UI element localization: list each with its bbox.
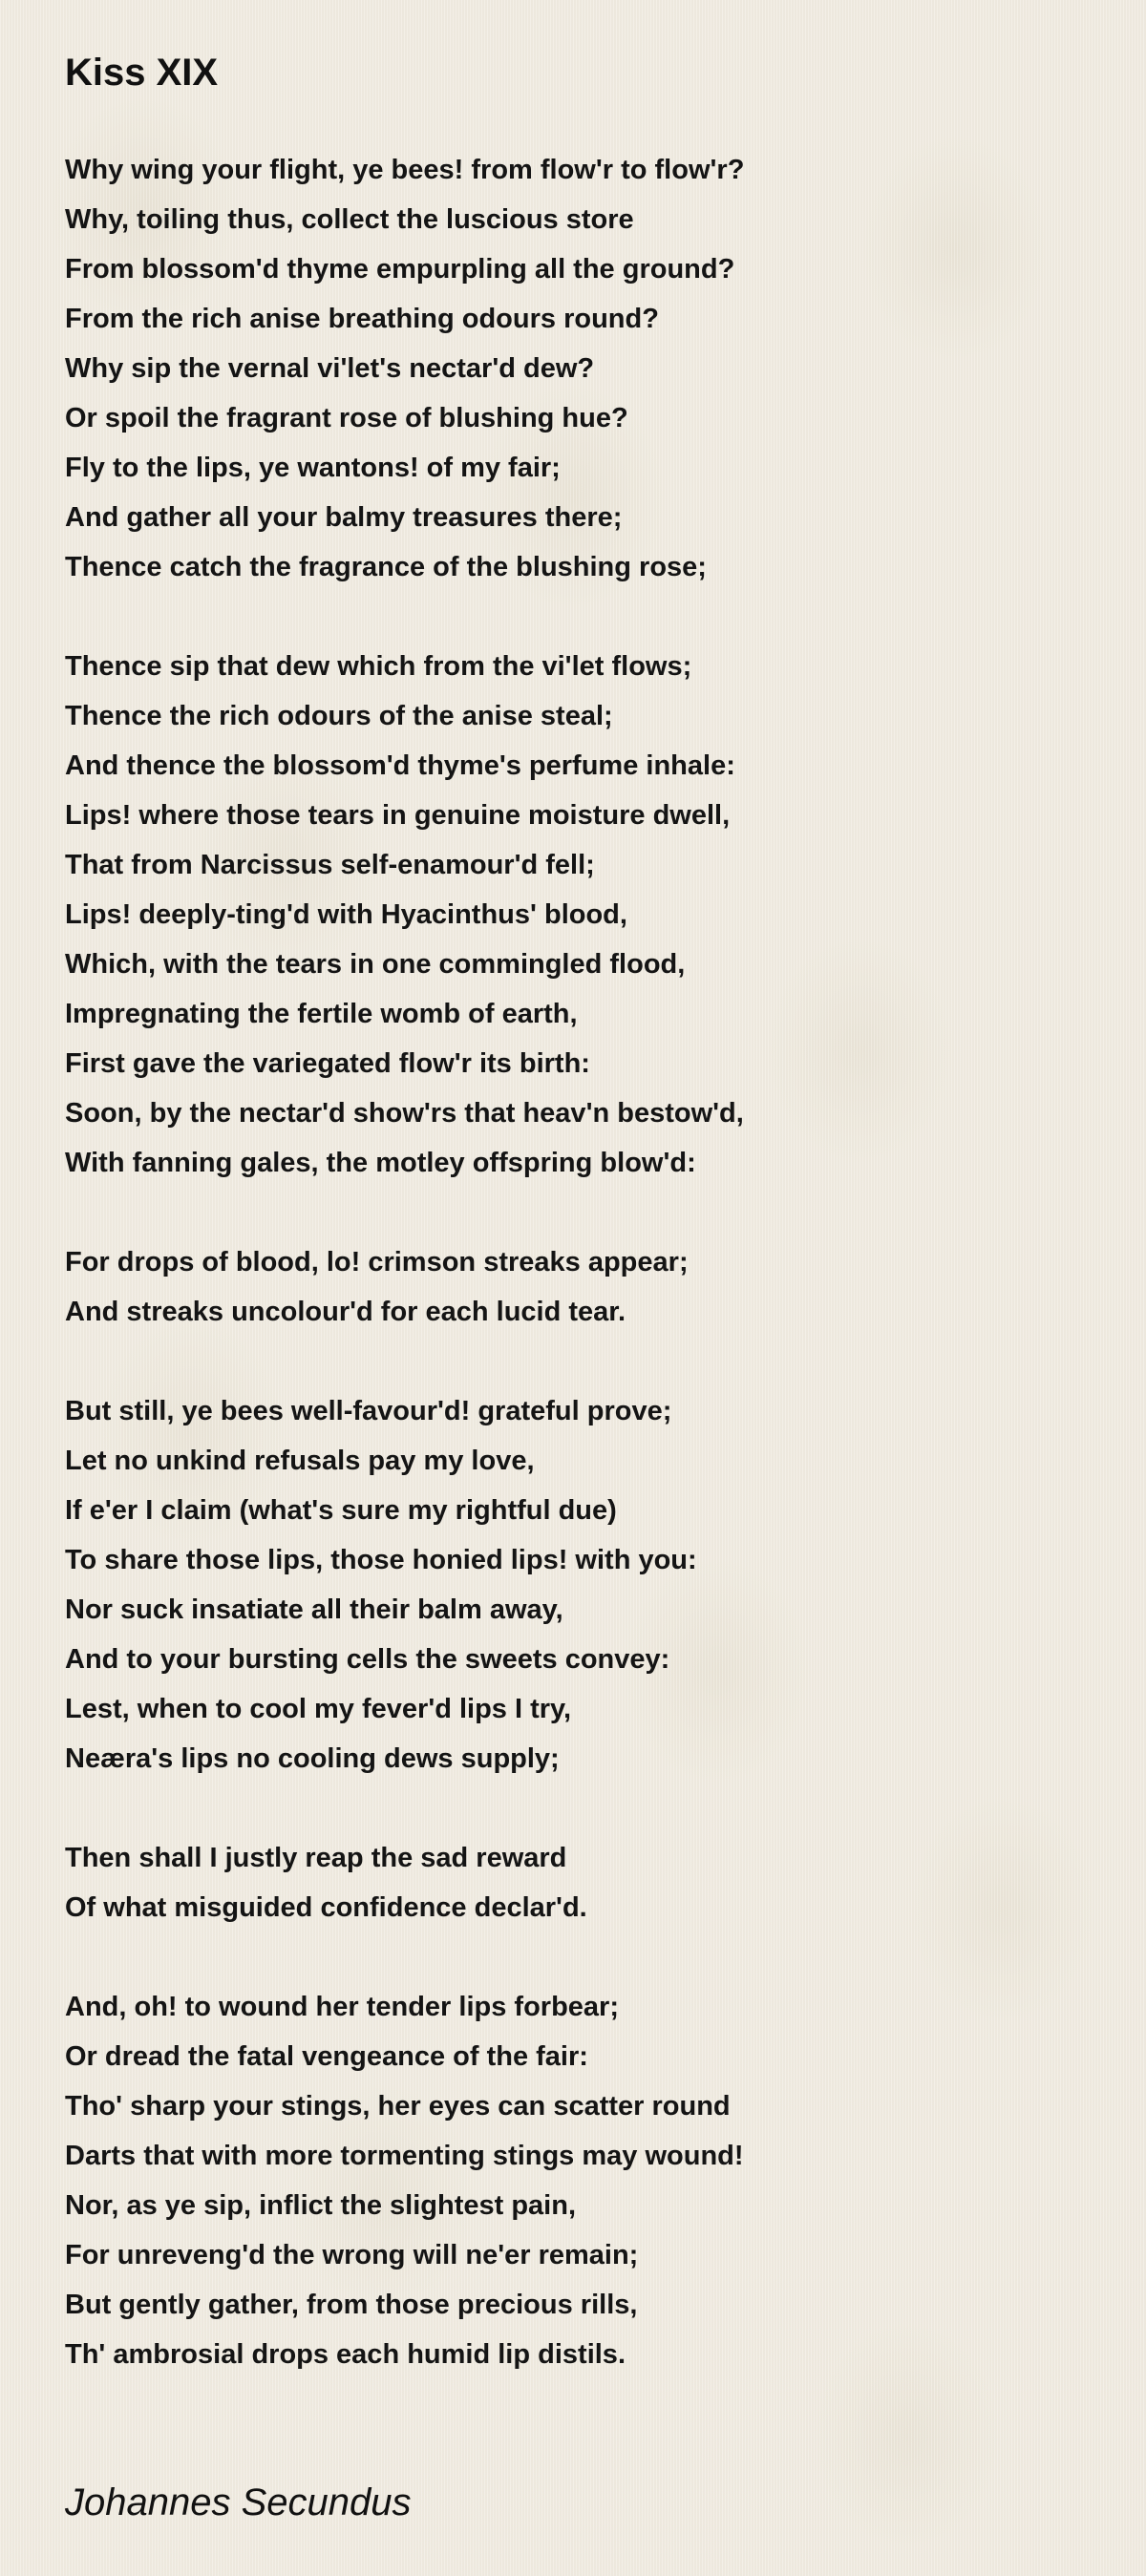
poem-line: Thence sip that dew which from the vi'let flows;: [65, 651, 692, 682]
poem-stanza: [65, 642, 1081, 1188]
poem-author: Johannes Secundus: [65, 2481, 412, 2523]
poem-line: Or spoil the fragrant rose of blushing hue?: [65, 403, 628, 433]
poem-stanza: [65, 145, 1081, 592]
poem-line: Why sip the vernal vi'let's nectar'd dew?: [65, 353, 595, 384]
poem-line: To share those lips, those honied lips! with you:: [65, 1545, 697, 1575]
poem-line: From the rich anise breathing odours round?: [65, 304, 659, 334]
poem-line: Impregnating the fertile womb of earth,: [65, 999, 578, 1029]
poem-line: Why, toiling thus, collect the luscious store: [65, 204, 634, 235]
poem-stanza: [65, 1386, 1081, 1784]
poem-line: Lips! where those tears in genuine moisture dwell,: [65, 800, 731, 831]
poem-line: Soon, by the nectar'd show'rs that heav'n bestow'd,: [65, 1098, 744, 1129]
poem-line: And gather all your balmy treasures there;: [65, 502, 623, 533]
poem-line: And to your bursting cells the sweets convey:: [65, 1644, 670, 1675]
poem-line: Lest, when to cool my fever'd lips I try,: [65, 1694, 572, 1724]
poem-line: If e'er I claim (what's sure my rightful due): [65, 1495, 617, 1526]
poem-body: [65, 145, 1081, 2379]
poem-line: First gave the variegated flow'r its birth:: [65, 1048, 590, 1079]
poem-line: Th' ambrosial drops each humid lip distils.: [65, 2339, 626, 2370]
poem-line: With fanning gales, the motley offspring blow'd:: [65, 1148, 696, 1178]
poem-line: Nor suck insatiate all their balm away,: [65, 1594, 563, 1625]
poem-line: Thence catch the fragrance of the blushing rose;: [65, 552, 707, 582]
poem-line: And streaks uncolour'd for each lucid tear.: [65, 1297, 626, 1327]
poem-line: Fly to the lips, ye wantons! of my fair;: [65, 453, 561, 483]
poem-line: But still, ye bees well-favour'd! grateful prove;: [65, 1396, 672, 1426]
poem-line: Lips! deeply-ting'd with Hyacinthus' blood,: [65, 899, 627, 930]
poem-line: Nor, as ye sip, inflict the slightest pain,: [65, 2190, 577, 2221]
poem-title: Kiss XIX: [65, 52, 219, 94]
poem-line: Which, with the tears in one commingled flood,: [65, 949, 686, 980]
poem-line: Darts that with more tormenting stings may wound!: [65, 2141, 744, 2171]
poem-stanza: [65, 1237, 1081, 1337]
poem-line: Of what misguided confidence declar'd.: [65, 1892, 587, 1923]
poem-stanza: [65, 1833, 1081, 1932]
poem-line: From blossom'd thyme empurpling all the ground?: [65, 254, 735, 285]
poem-line: Neæra's lips no cooling dews supply;: [65, 1743, 560, 1774]
poem-line: Thence the rich odours of the anise steal;: [65, 701, 613, 731]
poem-line: For drops of blood, lo! crimson streaks appear;: [65, 1247, 689, 1277]
poem-line: Why wing your flight, ye bees! from flow'r to flow'r?: [65, 155, 745, 185]
poem-line: And, oh! to wound her tender lips forbear;: [65, 1992, 619, 2022]
poem-line: Let no unkind refusals pay my love,: [65, 1446, 535, 1476]
poem-line: Then shall I justly reap the sad reward: [65, 1843, 567, 1873]
poem-line: Tho' sharp your stings, her eyes can scatter round: [65, 2091, 731, 2122]
poem-line: But gently gather, from those precious rills,: [65, 2290, 638, 2320]
poem-line: That from Narcissus self-enamour'd fell;: [65, 850, 595, 880]
poem-line: For unreveng'd the wrong will ne'er remain;: [65, 2240, 639, 2270]
poem-line: And thence the blossom'd thyme's perfume inhale:: [65, 750, 735, 781]
poem-stanza: [65, 1982, 1081, 2379]
poem-line: Or dread the fatal vengeance of the fair:: [65, 2041, 588, 2072]
